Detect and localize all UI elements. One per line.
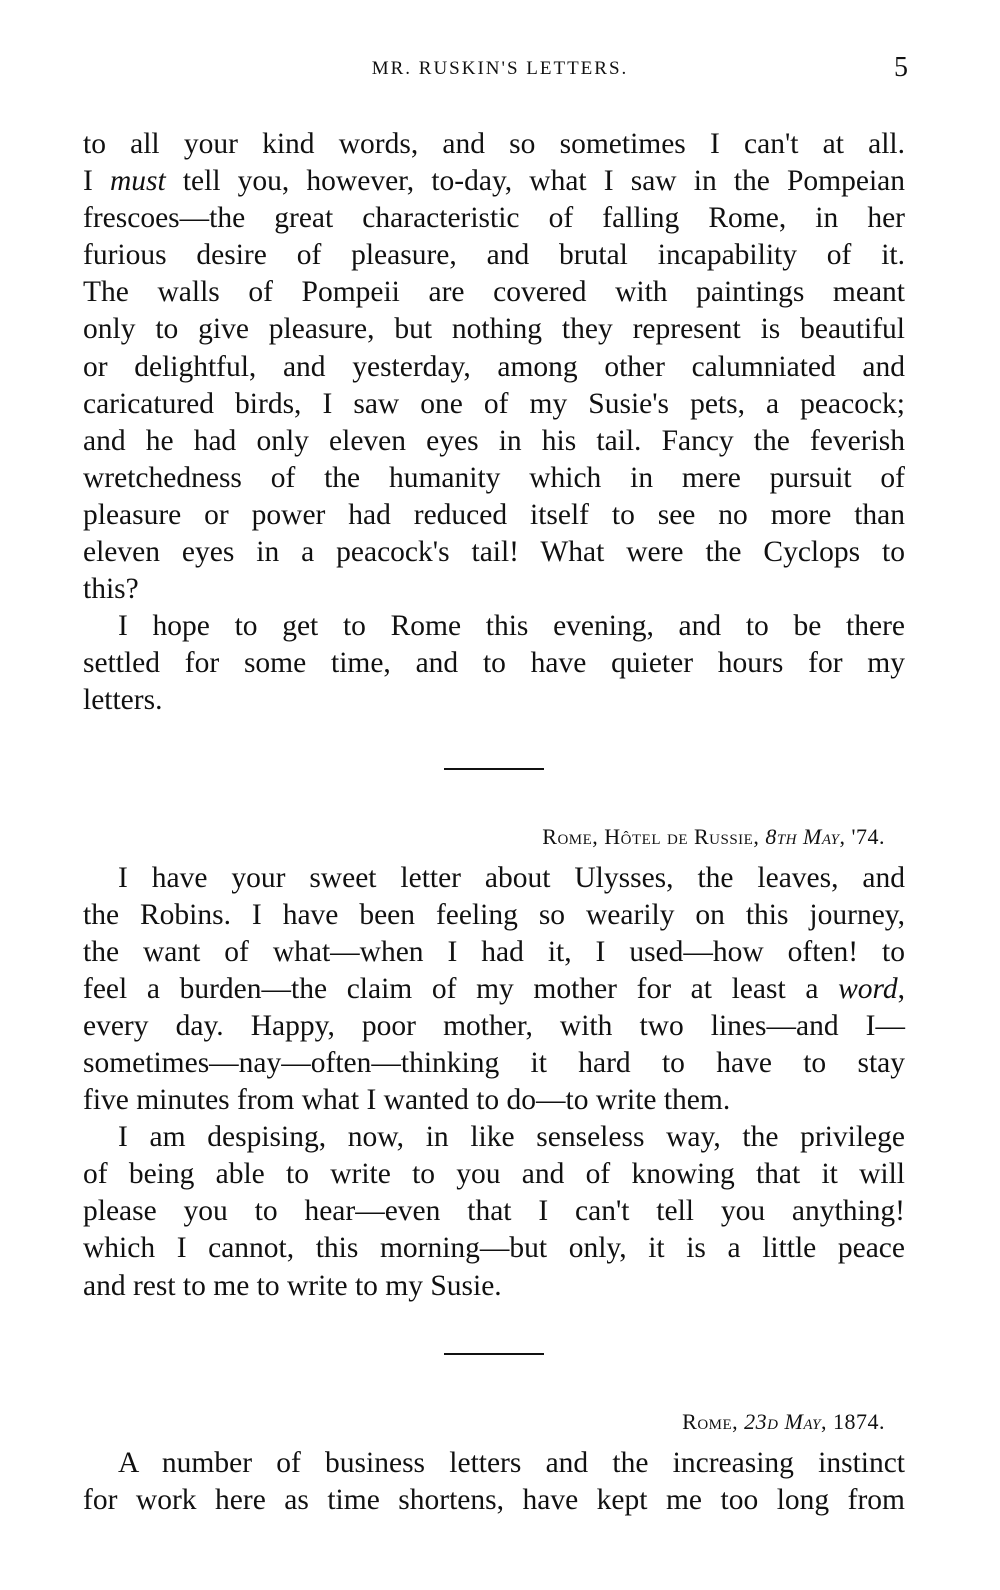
text-line: only to give pleasure, but nothing they represent is beautiful	[83, 313, 905, 346]
text-line: which I cannot, this morning—but only, it is a little peace	[83, 1232, 905, 1265]
text-line: to all your kind words, and so sometimes I can't at all.	[83, 128, 905, 160]
emphasis-word: word	[838, 972, 898, 1005]
text-line: settled for some time, and to have quieter hours for my	[83, 647, 905, 680]
page-body	[83, 126, 905, 1519]
text-line: eleven eyes in a peacock's tail! What were the Cyclops to	[83, 536, 905, 569]
dateline-hotel-de-russie: Rome, Hôtel de Russie, 8th May, '74.	[542, 823, 885, 849]
text-line: I hope to get to Rome this evening, and to be there	[118, 610, 905, 643]
text-line: or delightful, and yesterday, among other calumniated and	[83, 350, 905, 383]
text-line: furious desire of pleasure, and brutal incapability of it.	[83, 239, 905, 272]
text-line: the want of what—when I had it, I used—how often! to	[83, 935, 905, 968]
paragraph-ulysses	[83, 860, 905, 1120]
text-line: and rest to me to write to my Susie.	[83, 1269, 502, 1302]
paragraph-pompeii	[83, 126, 905, 608]
text-line: The walls of Pompeii are covered with paintings meant	[83, 276, 905, 309]
text-line: five minutes from what I wanted to do—to write them.	[83, 1084, 731, 1117]
text-line: caricatured birds, I saw one of my Susie's pets, a peacock;	[83, 387, 905, 420]
emphasis-must: must	[109, 165, 166, 198]
text-line: I have your sweet letter about Ulysses, the leaves, and	[118, 861, 905, 894]
text-line: this?	[83, 573, 139, 606]
running-head: MR. RUSKIN'S LETTERS.	[371, 58, 629, 79]
text-line: letters.	[83, 684, 163, 717]
text-line: the Robins. I have been feeling so wearily on this journey,	[83, 898, 905, 931]
text-line: and he had only eleven eyes in his tail. Fancy the feverish	[83, 424, 905, 457]
text-line: sometimes—nay—often—thinking it hard to have to stay	[83, 1046, 905, 1079]
page-number: 5	[894, 52, 908, 83]
paragraph-business-letters	[83, 1445, 905, 1519]
page-header	[0, 52, 1000, 94]
text-line: of being able to write to you and of knowing that it will	[83, 1158, 905, 1191]
text-line: I am despising, now, in like senseless way, the privilege	[118, 1121, 905, 1154]
text-line: I must tell you, however, to-day, what I saw in the Pompeian	[83, 165, 905, 198]
text-line: please you to hear—even that I can't tell you anything!	[83, 1195, 905, 1228]
text-line: every day. Happy, poor mother, with two lines—and I—	[83, 1009, 905, 1042]
text-line: A number of business letters and the increasing instinct	[118, 1446, 905, 1479]
text-line: feel a burden—the claim of my mother for at least a word,	[83, 972, 905, 1005]
paragraph-despising	[83, 1119, 905, 1304]
text-line: for work here as time shortens, have kept me too long from	[83, 1483, 905, 1516]
text-line: pleasure or power had reduced itself to see no more than	[83, 498, 905, 531]
text-line: frescoes—the great characteristic of falling Rome, in her	[83, 202, 905, 235]
text-line: wretchedness of the humanity which in mere pursuit of	[83, 461, 905, 494]
paragraph-rome-evening	[83, 608, 905, 719]
dateline-rome-23d-may: Rome, 23d May, 1874.	[682, 1408, 885, 1434]
